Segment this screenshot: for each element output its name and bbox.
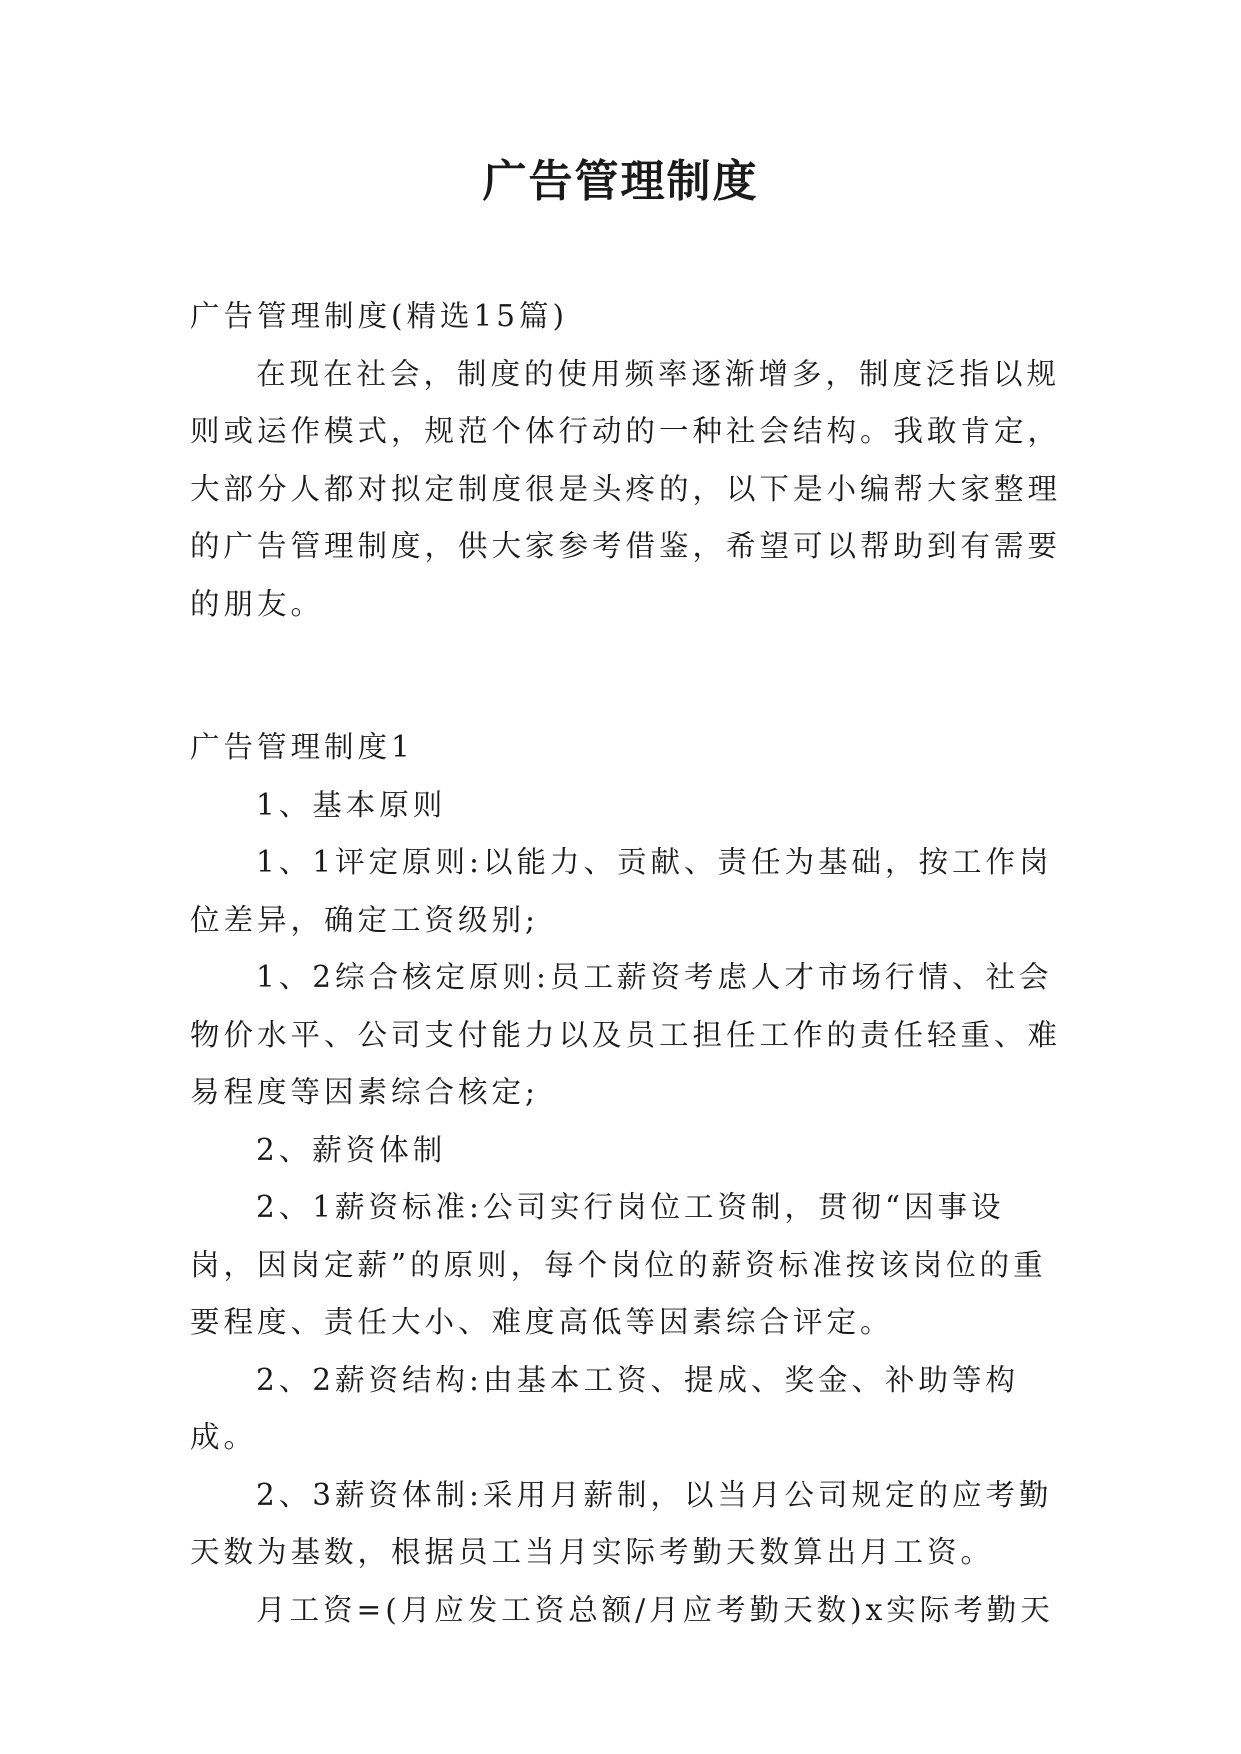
- list-item: 2、2薪资结构:由基本工资、提成、奖金、补助等构成。: [190, 1362, 1019, 1454]
- list-item: 2、薪资体制: [256, 1132, 447, 1167]
- list-item: 1、基本原则: [256, 787, 447, 822]
- document-body: [190, 288, 1070, 1639]
- document-title: 广告管理制度: [482, 156, 759, 207]
- section-heading: 广告管理制度1: [190, 730, 414, 764]
- list-item: 1、1评定原则:以能力、贡献、责任为基础，按工作岗位差异，确定工资级别;: [190, 845, 1053, 937]
- document-subtitle: 广告管理制度(精选15篇): [190, 299, 569, 333]
- section-spacer: [190, 633, 1070, 719]
- list-item: 2、3薪资体制:采用月薪制，以当月公司规定的应考勤天数为基数，根据员工当月实际考勤天数算出月工资。: [190, 1477, 1053, 1569]
- list-item: 1、2综合核定原则:员工薪资考虑人才市场行情、社会物价水平、公司支付能力以及员工担任工作的责任轻重、难易程度等因素综合核定;: [190, 960, 1062, 1109]
- intro-paragraph: 在现在社会，制度的使用频率逐渐增多，制度泛指以规则或运作模式，规范个体行动的一种社会结构。我敢肯定，大部分人都对拟定制度很是头疼的，以下是小编帮大家整理的广告管理制度，供大家参考借鉴，希望可以帮助到有需要的朋友。: [190, 356, 1062, 621]
- list-item: 月工资=(月应发工资总额/月应考勤天数)x实际考勤天: [256, 1592, 1054, 1627]
- list-item: 2、1薪资标准:公司实行岗位工资制，贯彻“因事设岗，因岗定薪”的原则，每个岗位的薪资标准按该岗位的重要程度、责任大小、难度高低等因素综合评定。: [190, 1190, 1047, 1339]
